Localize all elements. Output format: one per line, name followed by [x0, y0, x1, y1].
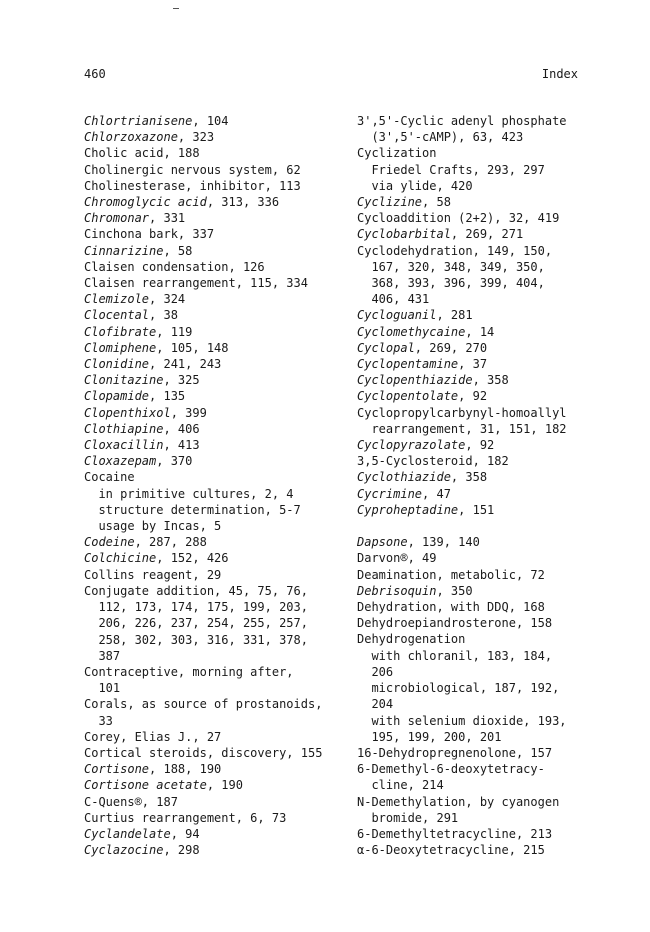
- index-entry: [84, 567, 346, 583]
- index-term: Curtius rearrangement, 6, 73: [84, 810, 287, 825]
- index-entry: [84, 599, 346, 615]
- index-term: 258, 302, 303, 316, 331, 378,: [84, 632, 308, 647]
- index-term: Clofibrate: [84, 324, 157, 339]
- index-entry: [357, 405, 587, 421]
- index-column-left: [84, 113, 346, 858]
- index-term: Cholinergic nervous system, 62: [84, 162, 301, 177]
- index-term: Colchicine: [84, 551, 157, 566]
- index-entry: [84, 291, 346, 307]
- index-entry: [84, 129, 346, 145]
- index-entry: [84, 583, 346, 599]
- index-term: 6-Demethyl-6-deoxytetracy-: [357, 762, 545, 777]
- index-page-refs: , 92: [465, 438, 495, 453]
- index-term: Cyclobarbital: [357, 227, 451, 242]
- index-entry: [84, 518, 346, 534]
- index-term: 195, 199, 200, 201: [357, 729, 502, 744]
- index-page-refs: , 281: [436, 308, 473, 323]
- index-page-refs: , 104: [192, 114, 229, 128]
- index-term: bromide, 291: [357, 810, 459, 825]
- index-page-refs: , 325: [163, 373, 200, 388]
- index-entry: [357, 129, 587, 145]
- index-term: Chlortrianisene: [84, 114, 193, 128]
- index-page-refs: , 324: [149, 292, 186, 307]
- index-term: (3',5'-cAMP), 63, 423: [357, 130, 524, 145]
- index-term: Cloxazepam: [84, 454, 157, 469]
- index-page-refs: , 151: [458, 502, 495, 517]
- index-term: in primitive cultures, 2, 4: [84, 486, 294, 501]
- index-entry: [357, 664, 587, 680]
- index-term: Cocaine: [84, 470, 135, 485]
- index-entry: [84, 680, 346, 696]
- index-page-refs: , 399: [170, 405, 207, 420]
- index-entry: [357, 145, 587, 161]
- index-term: Cortisone acetate: [84, 778, 207, 793]
- index-entry: [357, 210, 587, 226]
- index-term: via ylide, 420: [357, 178, 473, 193]
- index-term: rearrangement, 31, 151, 182: [357, 421, 567, 436]
- index-term: Cyclopal: [357, 340, 415, 355]
- index-term: Cholinesterase, inhibitor, 113: [84, 178, 301, 193]
- index-term: Corey, Elias J., 27: [84, 729, 222, 744]
- index-entry: [357, 486, 587, 502]
- index-page-refs: , 269, 271: [450, 227, 524, 242]
- index-entry: [357, 178, 587, 194]
- index-entry: [357, 794, 587, 810]
- index-term: Cinnarizine: [84, 243, 164, 258]
- index-page-refs: , 370: [156, 454, 193, 469]
- index-entry: [357, 761, 587, 777]
- index-entry: [357, 648, 587, 664]
- index-page-refs: , 58: [422, 195, 451, 210]
- index-term: Dehydrogenation: [357, 632, 466, 647]
- index-term: Cyclopyrazolate: [357, 438, 466, 453]
- index-term: cline, 214: [357, 778, 444, 793]
- index-entry: [84, 761, 346, 777]
- scan-mark: [173, 8, 179, 9]
- index-term: Clopamide: [84, 389, 150, 404]
- index-term: Clemizole: [84, 292, 150, 307]
- index-term: 101: [84, 681, 121, 696]
- index-term: Dehydration, with DDQ, 168: [357, 600, 545, 615]
- index-entry: [84, 388, 346, 404]
- index-entry: [84, 324, 346, 340]
- index-page-refs: , 119: [156, 324, 193, 339]
- index-term: 6-Demethyltetracycline, 213: [357, 826, 553, 841]
- index-entry: [84, 421, 346, 437]
- index-entry: [357, 810, 587, 826]
- index-entry: [357, 388, 587, 404]
- index-page-refs: , 135: [149, 389, 186, 404]
- index-entry: [357, 113, 587, 129]
- index-page-refs: , 323: [177, 130, 215, 145]
- index-term: Cycloaddition (2+2), 32, 419: [357, 211, 560, 226]
- index-term: 16-Dehydropregnenolone, 157: [357, 745, 553, 760]
- index-page-refs: , 58: [163, 243, 193, 258]
- index-entry: [84, 453, 346, 469]
- index-entry: [357, 599, 587, 615]
- index-term: Cyclopentamine: [357, 357, 459, 372]
- index-page-refs: , 47: [422, 486, 451, 501]
- index-term: Cycrimine: [357, 486, 423, 501]
- index-entry: [357, 259, 587, 275]
- index-term: Cortisone: [84, 762, 150, 777]
- index-entry: [357, 696, 587, 712]
- index-entry: [84, 632, 346, 648]
- index-column-right: [357, 113, 587, 858]
- index-entry: [84, 502, 346, 518]
- index-term: Cyclopentolate: [357, 389, 459, 404]
- index-entry: [357, 307, 587, 323]
- index-term: Cholic acid, 188: [84, 146, 200, 161]
- index-page-refs: , 313, 336: [206, 195, 280, 210]
- index-term: 167, 320, 348, 349, 350,: [357, 259, 545, 274]
- index-term: Dehydroepiandrosterone, 158: [357, 616, 553, 631]
- index-page-refs: , 358: [472, 373, 509, 388]
- index-term: Collins reagent, 29: [84, 567, 222, 582]
- index-entry: [357, 437, 587, 453]
- index-term: with chloranil, 183, 184,: [357, 648, 553, 663]
- index-term: C-Quens®, 187: [84, 794, 178, 809]
- index-term: Clopenthixol: [84, 405, 171, 420]
- index-entry: [84, 405, 346, 421]
- index-term: Cortical steroids, discovery, 155: [84, 745, 323, 760]
- index-entry: [84, 372, 346, 388]
- index-entry: [84, 664, 346, 680]
- index-term: Clocental: [84, 308, 150, 323]
- index-entry: [357, 615, 587, 631]
- index-entry: [357, 502, 587, 518]
- index-page-refs: , 139, 140: [407, 535, 480, 550]
- index-entry: [357, 534, 587, 550]
- index-page-refs: , 331: [149, 211, 186, 226]
- index-term: 206: [357, 664, 394, 679]
- index-entry: [357, 680, 587, 696]
- page-number: 460: [84, 67, 106, 81]
- index-entry: [84, 826, 346, 842]
- index-page-refs: , 358: [450, 470, 488, 485]
- index-entry: [84, 745, 346, 761]
- index-entry: [84, 259, 346, 275]
- index-term: Chlorzoxazone: [84, 130, 178, 145]
- index-page-refs: , 152, 426: [156, 551, 229, 566]
- index-entry: [84, 810, 346, 826]
- index-entry: [84, 615, 346, 631]
- index-term: Cyclothiazide: [357, 470, 451, 485]
- index-page-refs: , 105, 148: [156, 340, 229, 355]
- index-entry: [84, 486, 346, 502]
- index-entry: [357, 550, 587, 566]
- index-term: Cyclization: [357, 146, 437, 161]
- index-entry: [84, 210, 346, 226]
- index-term: microbiological, 187, 192,: [357, 681, 560, 696]
- index-term: Cyclomethycaine: [357, 324, 466, 339]
- index-entry: [84, 729, 346, 745]
- index-page-refs: , 188, 190: [149, 762, 222, 777]
- index-term: 112, 173, 174, 175, 199, 203,: [84, 600, 308, 615]
- index-entry: [84, 648, 346, 664]
- index-entry: [357, 729, 587, 745]
- index-entry: [84, 550, 346, 566]
- index-page-refs: , 287, 288: [134, 535, 207, 550]
- index-term: Clomiphene: [84, 340, 157, 355]
- index-entry: [357, 567, 587, 583]
- index-term: Clothiapine: [84, 421, 164, 436]
- index-entry: [84, 113, 346, 129]
- index-entry: [357, 356, 587, 372]
- index-entry: [357, 469, 587, 485]
- index-term: 387: [84, 648, 121, 663]
- index-entry: [84, 356, 346, 372]
- index-term: α-6-Deoxytetracycline, 215: [357, 843, 545, 858]
- index-term: Cyclizine: [357, 195, 423, 210]
- index-page-refs: , 37: [458, 357, 488, 372]
- index-entry: [84, 777, 346, 793]
- index-term: Corals, as source of prostanoids,: [84, 697, 323, 712]
- index-term: Cyclandelate: [84, 826, 171, 841]
- index-page-refs: , 241, 243: [149, 357, 222, 372]
- index-entry: [84, 794, 346, 810]
- index-entry: [84, 469, 346, 485]
- index-page-refs: , 406: [163, 421, 200, 436]
- index-entry: [84, 340, 346, 356]
- index-term: Dapsone: [357, 535, 408, 550]
- index-entry: [357, 243, 587, 259]
- index-term: Darvon®, 49: [357, 551, 437, 566]
- index-term: with selenium dioxide, 193,: [357, 713, 567, 728]
- index-term: Clonidine: [84, 357, 150, 372]
- index-page-refs: , 350: [436, 583, 473, 598]
- index-term: structure determination, 5-7: [84, 502, 301, 517]
- index-entry: [357, 162, 587, 178]
- index-term: Contraceptive, morning after,: [84, 664, 294, 679]
- index-term: 3,5-Cyclosteroid, 182: [357, 454, 509, 469]
- index-term: Cloxacillin: [84, 438, 164, 453]
- index-entry: [84, 275, 346, 291]
- index-term: usage by Incas, 5: [84, 519, 222, 534]
- index-entry: [357, 194, 587, 210]
- index-term: Claisen condensation, 126: [84, 259, 265, 274]
- index-term: Claisen rearrangement, 115, 334: [84, 276, 308, 291]
- index-page-refs: , 190: [206, 778, 243, 793]
- index-entry: [357, 291, 587, 307]
- index-entry: [357, 842, 587, 858]
- index-term: Chromoglycic acid: [84, 195, 207, 210]
- index-term: Deamination, metabolic, 72: [357, 567, 545, 582]
- index-term: Conjugate addition, 45, 75, 76,: [84, 583, 308, 598]
- index-entry: [357, 745, 587, 761]
- index-page-refs: , 38: [149, 308, 178, 323]
- index-page-refs: , 413: [163, 438, 200, 453]
- index-term: Cyproheptadine: [357, 502, 459, 517]
- index-term: Friedel Crafts, 293, 297: [357, 162, 545, 177]
- index-entry: [84, 226, 346, 242]
- index-entry: [357, 631, 587, 647]
- index-term: Cycloguanil: [357, 308, 437, 323]
- index-page-refs: , 298: [163, 843, 200, 858]
- index-entry: [357, 583, 587, 599]
- index-entry: [357, 777, 587, 793]
- index-entry: [84, 713, 346, 729]
- index-term: 406, 431: [357, 292, 430, 307]
- index-term: Cyclazocine: [84, 843, 164, 858]
- index-page-refs: , 269, 270: [414, 340, 488, 355]
- index-term: Clonitazine: [84, 373, 164, 388]
- index-term: Cyclopenthiazide: [357, 373, 473, 388]
- index-entry: [84, 194, 346, 210]
- index-page-refs: , 94: [170, 826, 200, 841]
- index-entry: [357, 826, 587, 842]
- index-entry: [357, 324, 587, 340]
- index-entry: [357, 340, 587, 356]
- index-term: Cyclodehydration, 149, 150,: [357, 243, 553, 258]
- index-term: 3',5'-Cyclic adenyl phosphate: [357, 114, 567, 128]
- index-entry: [357, 372, 587, 388]
- index-page-refs: , 92: [458, 389, 488, 404]
- index-term: 33: [84, 713, 113, 728]
- index-spacer: [357, 518, 587, 534]
- index-entry: [84, 534, 346, 550]
- index-entry: [84, 145, 346, 161]
- index-entry: [357, 453, 587, 469]
- index-term: N-Demethylation, by cyanogen: [357, 794, 560, 809]
- index-page-refs: , 14: [465, 324, 495, 339]
- index-term: 206, 226, 237, 254, 255, 257,: [84, 616, 308, 631]
- index-entry: [84, 243, 346, 259]
- index-term: Cinchona bark, 337: [84, 227, 215, 242]
- index-entry: [84, 842, 346, 858]
- index-term: Debrisoquin: [357, 583, 437, 598]
- index-entry: [357, 421, 587, 437]
- index-term: Cyclopropylcarbynyl-homoallyl: [357, 405, 567, 420]
- index-entry: [84, 696, 346, 712]
- index-entry: [84, 307, 346, 323]
- index-term: 204: [357, 697, 394, 712]
- index-entry: [84, 162, 346, 178]
- index-entry: [357, 713, 587, 729]
- index-term: Codeine: [84, 535, 135, 550]
- index-entry: [84, 437, 346, 453]
- index-entry: [357, 226, 587, 242]
- running-head: Index: [541, 67, 578, 81]
- index-entry: [357, 275, 587, 291]
- index-term: 368, 393, 396, 399, 404,: [357, 276, 545, 291]
- index-term: Chromonar: [84, 211, 150, 226]
- index-entry: [84, 178, 346, 194]
